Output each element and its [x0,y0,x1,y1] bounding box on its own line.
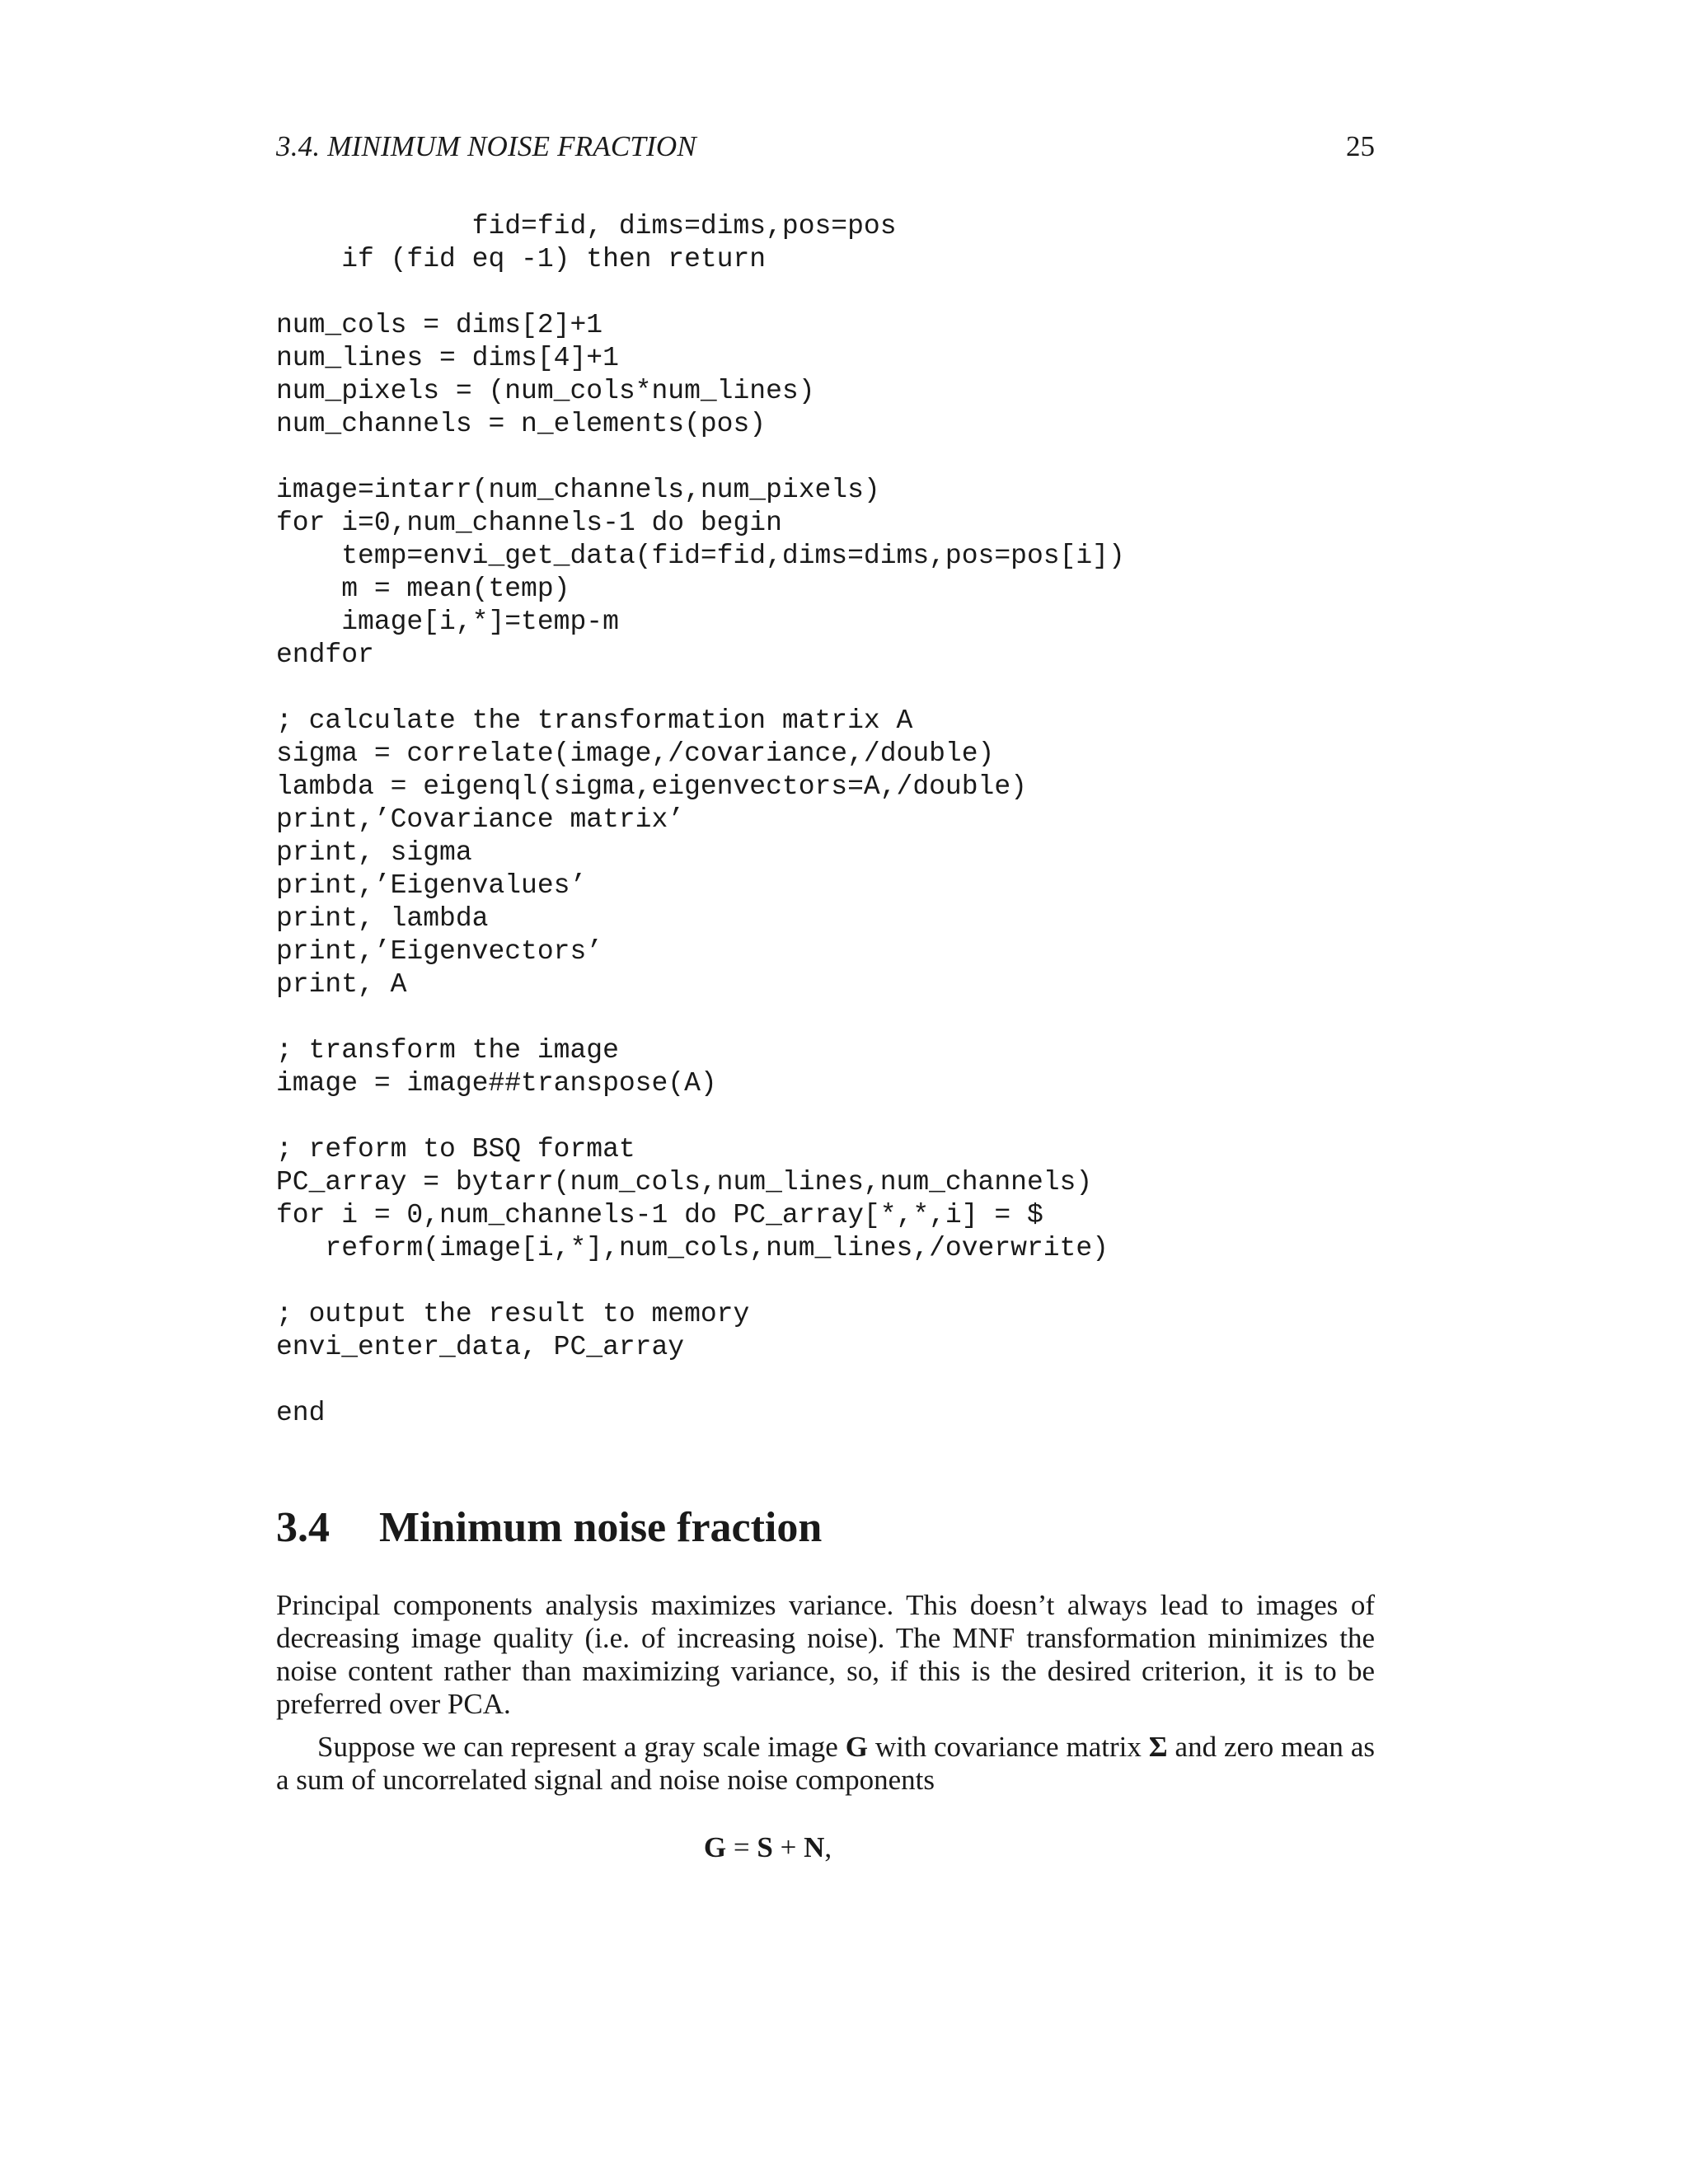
running-header [276,129,1375,165]
symbol-g: G [845,1731,868,1763]
paragraph-model [276,1731,1375,1797]
display-equation [276,1830,1375,1866]
equation-equals: = [726,1831,757,1863]
section-heading [276,1502,822,1554]
section-title: Minimum noise fraction [379,1504,823,1551]
paragraph-model-text-3: and zero mean as a sum of uncorrelated signal and noise noise components [276,1731,1375,1796]
paragraph-intro: Principal components analysis maximizes variance. This doesn’t always lead to images of decreasing image quality (i.e. of increasing noise). The MNF transformation minimizes the noise content rather than maximizing variance, so, if this is the desired criterion, it is to be preferred over PCA. [276,1589,1375,1720]
equation-s: S [757,1831,773,1863]
symbol-sigma: Σ [1148,1731,1168,1763]
page-number: 25 [1346,130,1375,162]
code-listing: fid=fid, dims=dims,pos=pos if (fid eq -1) then return num_cols = dims[2]+1 num_lines = dims[4]+1 num_pixels = (num_cols*num_lines) num_channels = n_elements(pos) image=intarr(num_channels,num_pixels) for i=0,num_channels-1 do begin temp=envi_get_data(fid=fid,dims=dims,pos=pos[i]) m = mean(temp) image[i,*]=temp-m endfor ; calculate the transformation matrix A sigma = correlate(image,/covariance,/double) lambda = eigenql(sigma,eigenvectors=A,/double) print,’Covariance matrix’ print, sigma print,’Eigenvalues’ print, lambda print,’Eigenvectors’ print, A ; transform the image image = image##transpose(A) ; reform to BSQ format PC_array = bytarr(num_cols,num_lines,num_channels) for i = 0,num_channels-1 do PC_array[*,*,i] = $ reform(image[i,*],num_cols,num_lines,/overwrite) ; output the result to memory envi_enter_data, PC_array end [276,211,1125,1428]
equation-plus: + [772,1831,804,1863]
equation-g: G [703,1831,727,1863]
running-title: 3.4. MINIMUM NOISE FRACTION [276,130,696,162]
section-number: 3.4 [276,1504,330,1551]
equation-n: N [804,1831,825,1863]
equation-comma: , [824,1831,832,1863]
paragraph-model-text-1: Suppose we can represent a gray scale image [317,1731,846,1763]
paragraph-model-text-2: with covariance matrix [867,1731,1149,1763]
